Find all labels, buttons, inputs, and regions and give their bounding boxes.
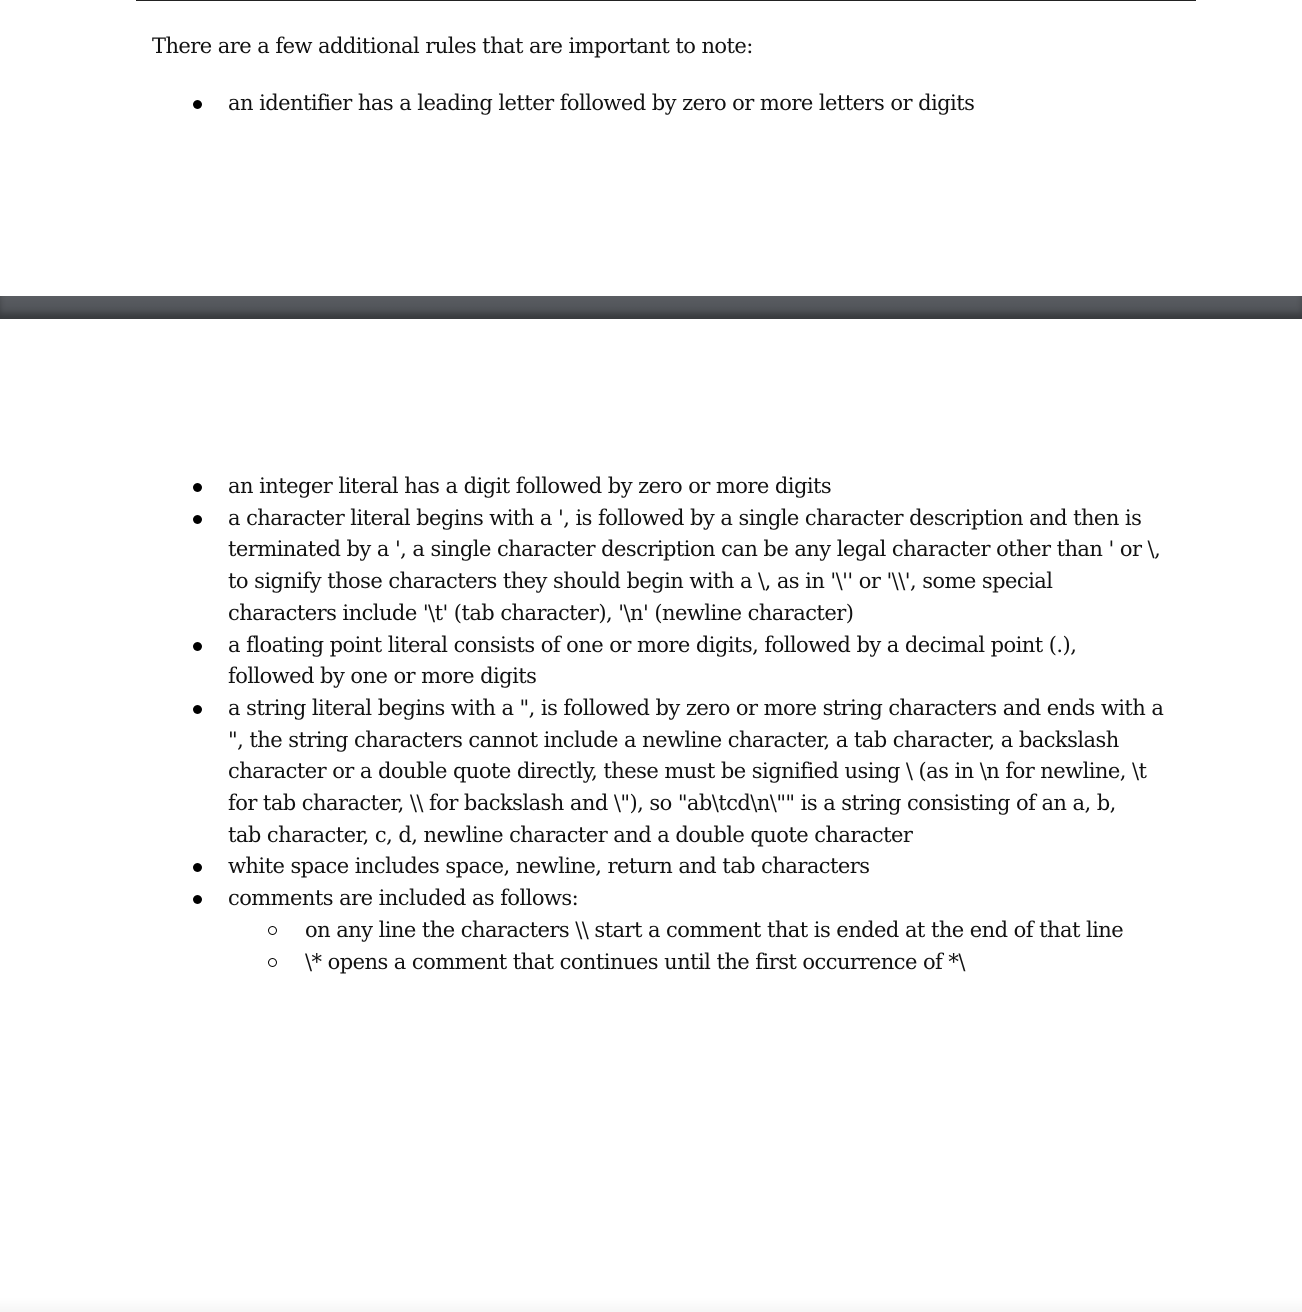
bullet-icon — [193, 863, 202, 872]
bullet-icon — [193, 895, 202, 904]
document-page-1 — [0, 0, 1302, 296]
rule-line: ", the string characters cannot include a newline character, a tab character, a backslash — [228, 727, 1119, 752]
rule-string-literal — [0, 693, 1164, 852]
bottom-edge-shade — [0, 1297, 1302, 1312]
page-top-rule — [136, 0, 1196, 1]
rule-line: comments are included as follows: — [228, 886, 579, 911]
comment-rule-block-comment — [228, 947, 1158, 979]
rule-white-space — [0, 851, 1158, 883]
sub-rule-text: \* opens a comment that continues until the first occurrence of *\ — [305, 949, 965, 974]
rule-line: an integer literal has a digit followed by zero or more digits — [228, 474, 832, 498]
comment-rule-line-comment — [228, 915, 1158, 947]
rule-line: white space includes space, newline, return and tab characters — [228, 854, 870, 879]
rule-comments — [0, 883, 1158, 978]
sub-rule-text: on any line the characters \\ start a comment that is ended at the end of that line — [305, 917, 1124, 942]
rule-line: to signify those characters they should begin with a \, as in '\'' or '\\', some special — [228, 569, 1053, 594]
bullet-icon — [193, 100, 202, 109]
rule-character-literal — [0, 503, 1161, 630]
comments-sublist — [228, 915, 1158, 978]
hollow-bullet-icon — [268, 926, 277, 935]
rule-line: an identifier has a leading letter followed by zero or more letters or digits — [228, 91, 975, 115]
bullet-icon — [193, 483, 202, 492]
rule-line: character or a double quote directly, these must be signified using \ (as in \n for newline, \t — [228, 759, 1147, 784]
document-page-2 — [0, 319, 1302, 993]
rule-line: tab character, c, d, newline character and a double quote character — [228, 822, 913, 847]
bullet-icon — [193, 642, 202, 651]
rule-floating-point-literal — [0, 630, 1158, 693]
rule-line: a string literal begins with a ", is followed by zero or more string characters and ends with a — [228, 695, 1164, 720]
rule-line: a character literal begins with a ', is followed by a single character description and then is — [228, 505, 1142, 530]
bullet-icon — [193, 515, 202, 524]
hollow-bullet-icon — [268, 958, 277, 967]
rules-list-page-2 — [0, 471, 1302, 978]
rule-line: characters include '\t' (tab character), '\n' (newline character) — [228, 600, 854, 625]
rule-line: a floating point literal consists of one or more digits, followed by a decimal point (.), — [228, 632, 1077, 657]
rules-list-page-1 — [0, 88, 1302, 120]
rule-identifier — [0, 88, 1158, 120]
intro-paragraph: There are a few additional rules that are important to note: — [152, 34, 753, 58]
rule-line: for tab character, \\ for backslash and \"), so "ab\tcd\n\"" is a string consisting of an a, b, — [228, 791, 1116, 816]
page-break-gap — [0, 296, 1302, 319]
bullet-icon — [193, 705, 202, 714]
rule-line: followed by one or more digits — [228, 664, 537, 689]
rule-line: terminated by a ', a single character description can be any legal character other than ' or \, — [228, 537, 1161, 562]
rule-integer-literal — [0, 471, 1158, 503]
